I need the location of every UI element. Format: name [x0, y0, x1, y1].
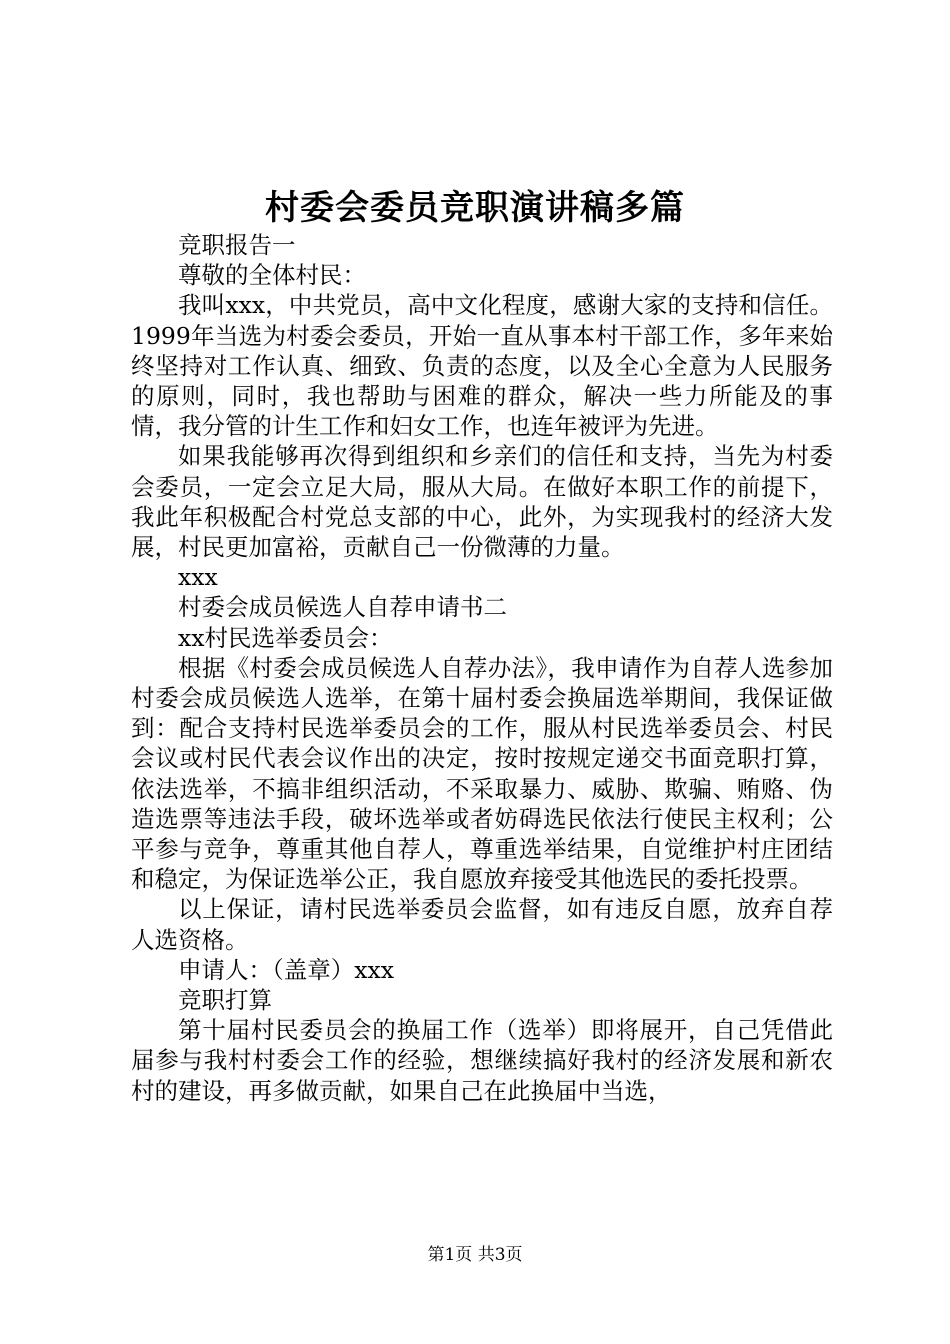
paragraph: 我叫xxx，中共党员，高中文化程度，感谢大家的支持和信任。1999年当选为村委会委员，开始一直从事本村干部工作，多年来始终坚持对工作认真、细致、负责的态度，以及全心全意为人民服务的原则，同时，我也帮助与困难的群众，解决一些力所能及的事情，我分管的计生工作和妇女工作，也连年被评为先进。	[131, 291, 833, 441]
paragraph: 以上保证，请村民选举委员会监督，如有违反自愿，放弃自荐人选资格。	[131, 895, 833, 954]
document-body	[131, 230, 833, 1106]
paragraph: 竞职打算	[178, 986, 272, 1015]
paragraph: xxx	[178, 563, 218, 592]
page-footer: 第1页 共3页	[427, 1245, 523, 1265]
paragraph: 如果我能够再次得到组织和乡亲们的信任和支持，当先为村委会委员，一定会立足大局，服从大局。在做好本职工作的前提下，我此年积极配合村党总支部的中心，此外，为实现我村的经济大发展，村民更加富裕，贡献自己一份微薄的力量。	[131, 442, 833, 562]
paragraph: 村委会成员候选人自荐申请书二	[178, 593, 507, 622]
paragraph: xx村民选举委员会：	[178, 623, 393, 652]
paragraph: 第十届村民委员会的换届工作（选举）即将展开，自己凭借此届参与我村村委会工作的经验，想继续搞好我村的经济发展和新农村的建设，再多做贡献，如果自己在此换届中当选，	[131, 1016, 833, 1105]
paragraph: 申请人：（盖章）xxx	[178, 955, 395, 984]
document-title: 村委会委员竞职演讲稿多篇	[265, 188, 685, 228]
paragraph: 竞职报告一	[178, 231, 296, 259]
paragraph: 尊敬的全体村民：	[178, 261, 366, 290]
paragraph: 根据《村委会成员候选人自荐办法》，我申请作为自荐人选参加村委会成员候选人选举，在第十届村委会换届选举期间，我保证做到：配合支持村民选举委员会的工作，服从村民选举委员会、村民会议或村民代表会议作出的决定，按时按规定递交书面竞职打算，依法选举，不搞非组织活动，不采取暴力、威胁、欺骗、贿赂、伪造选票等违法手段，破坏选举或者妨碍选民依法行使民主权利；公平参与竞争，尊重其他自荐人，尊重选举结果，自觉维护村庄团结和稳定，为保证选举公正，我自愿放弃接受其他选民的委托投票。	[131, 653, 833, 894]
